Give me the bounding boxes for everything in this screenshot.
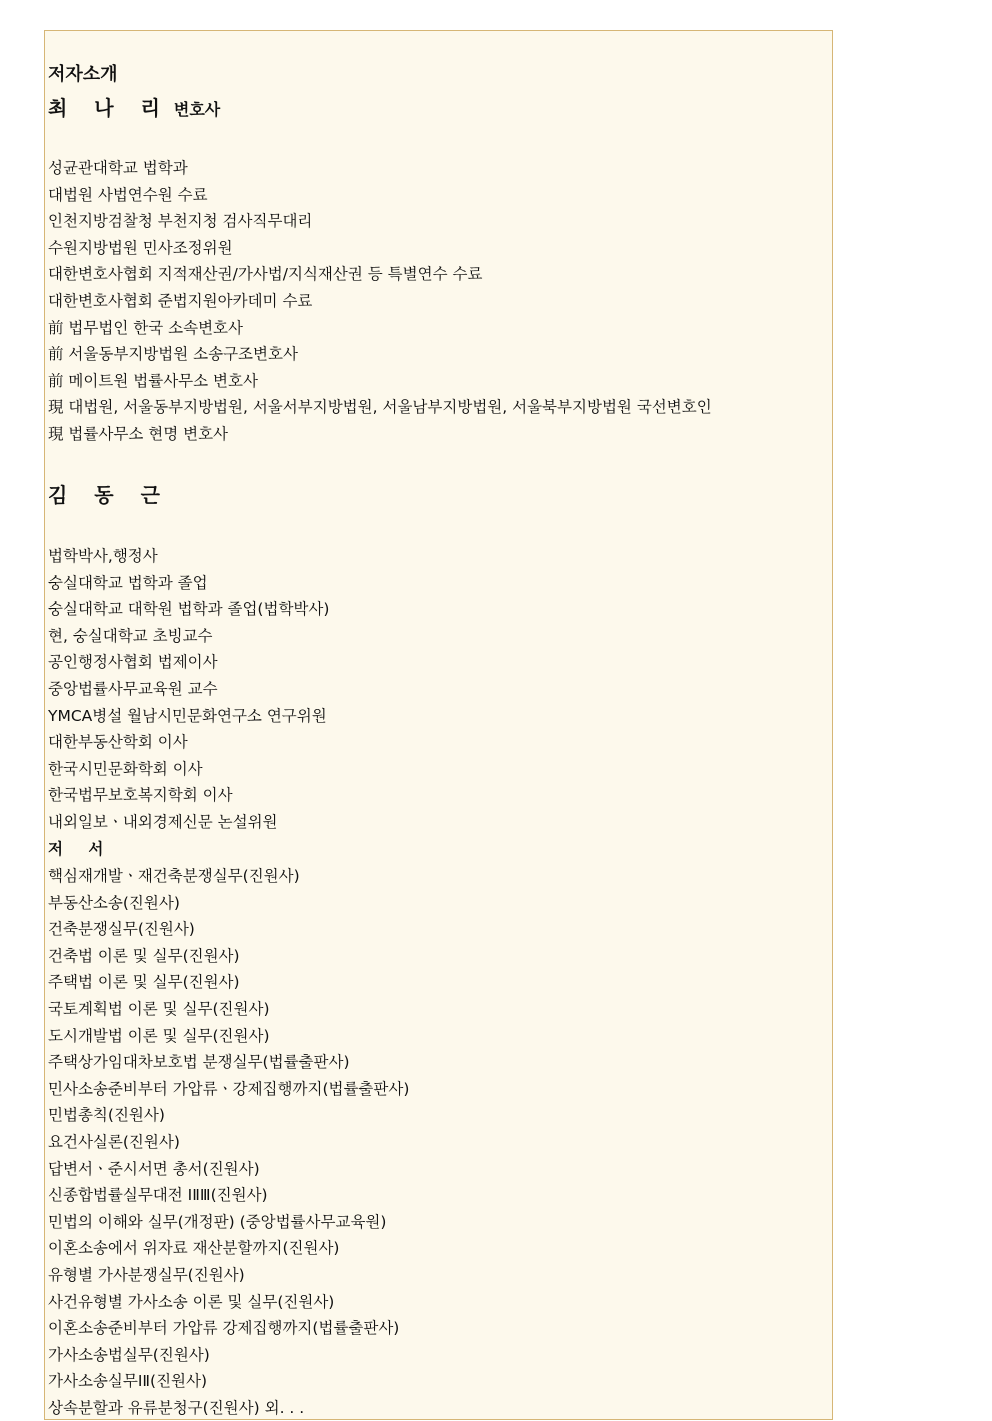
list-item: 인천지방검찰청 부천지청 검사직무대리 (48, 212, 313, 231)
list-item: 주택상가임대차보호법 분쟁실무(법률출판사) (48, 1053, 350, 1072)
list-item: 공인행정사협회 법제이사 (48, 653, 218, 672)
author2-career-list (48, 543, 329, 862)
list-item: 핵심재개발ㆍ재건축분쟁실무(진원사) (48, 867, 300, 885)
list-item: 민법의 이해와 실무(개정판) (중앙법률사무교육원) (48, 1212, 387, 1231)
list-item: 성균관대학교 법학과 (48, 159, 188, 177)
list-item: 가사소송법실무(진원사) (48, 1345, 210, 1364)
list-item: 대한변호사협회 준법지원아카데미 수료 (48, 291, 313, 310)
author-intro-box (44, 30, 833, 1420)
author1-name-line (48, 94, 220, 124)
list-item: 건축법 이론 및 실무(진원사) (48, 946, 240, 965)
author1-career-list (48, 155, 712, 448)
list-item: 숭실대학교 대학원 법학과 졸업(법학박사) (48, 600, 330, 619)
list-item: 수원지방법원 민사조정위원 (48, 238, 233, 257)
list-item: 前 법무법인 한국 소속변호사 (48, 318, 243, 337)
author1-title: 변호사 (173, 100, 221, 119)
list-item: 유형별 가사분쟁실무(진원사) (48, 1265, 245, 1284)
list-item: 대한변호사협회 지적재산권/가사법/지식재산권 등 특별연수 수료 (48, 265, 483, 284)
list-item: 민사소송준비부터 가압류ㆍ강제집행까지(법률출판사) (48, 1079, 410, 1098)
list-item: 사건유형별 가사소송 이론 및 실무(진원사) (48, 1292, 335, 1311)
list-item: 대법원 사법연수원 수료 (48, 185, 208, 204)
list-item: 부동산소송(진원사) (48, 893, 180, 912)
list-item: 이혼소송준비부터 가압류 강제집행까지(법률출판사) (48, 1319, 400, 1338)
list-item: 現 대법원, 서울동부지방법원, 서울서부지방법원, 서울남부지방법원, 서울북부지방법원 국선변호인 (48, 398, 712, 417)
author2-name-line (48, 481, 170, 511)
list-item: 가사소송실무ⅠⅡ(진원사) (48, 1372, 208, 1391)
list-item: 現 법률사무소 현명 변호사 (48, 424, 229, 443)
list-item: 국토계획법 이론 및 실무(진원사) (48, 999, 270, 1018)
section-heading: 저자소개 (48, 64, 118, 85)
list-item: 대한부동산학회 이사 (48, 733, 188, 752)
list-item: 숭실대학교 법학과 졸업 (48, 573, 208, 592)
list-item: 한국시민문화학회 이사 (48, 759, 203, 778)
list-item: 신종합법률실무대전 ⅠⅡⅢ(진원사) (48, 1186, 268, 1205)
author2-books-list (48, 863, 409, 1421)
list-item: 건축분쟁실무(진원사) (48, 920, 195, 939)
list-item: 상속분할과 유류분청구(진원사) 외. . . (48, 1398, 305, 1417)
list-item: 답변서ㆍ준시서면 총서(진원사) (48, 1159, 260, 1178)
list-item: 요건사실론(진원사) (48, 1132, 180, 1151)
list-item: 중앙법률사무교육원 교수 (48, 679, 218, 698)
author2-name: 김 동 근 (48, 483, 170, 507)
list-item: 한국법무보호복지학회 이사 (48, 786, 233, 805)
list-item: YMCA병설 월남시민문화연구소 연구위원 (48, 706, 327, 725)
list-item: 내외일보ㆍ내외경제신문 논설위원 (48, 812, 278, 831)
list-item: 민법총칙(진원사) (48, 1106, 165, 1125)
list-item: 주택법 이론 및 실무(진원사) (48, 973, 240, 992)
list-item: 前 메이트원 법률사무소 변호사 (48, 371, 258, 390)
list-item: 도시개발법 이론 및 실무(진원사) (48, 1026, 270, 1045)
list-item: 이혼소송에서 위자료 재산분할까지(진원사) (48, 1239, 340, 1258)
books-heading: 저 서 (48, 839, 114, 858)
author1-name: 최 나 리 (48, 96, 170, 120)
list-item: 前 서울동부지방법원 소송구조변호사 (48, 345, 298, 364)
list-item: 현, 숭실대학교 초빙교수 (48, 626, 213, 645)
list-item: 법학박사,행정사 (48, 547, 158, 565)
